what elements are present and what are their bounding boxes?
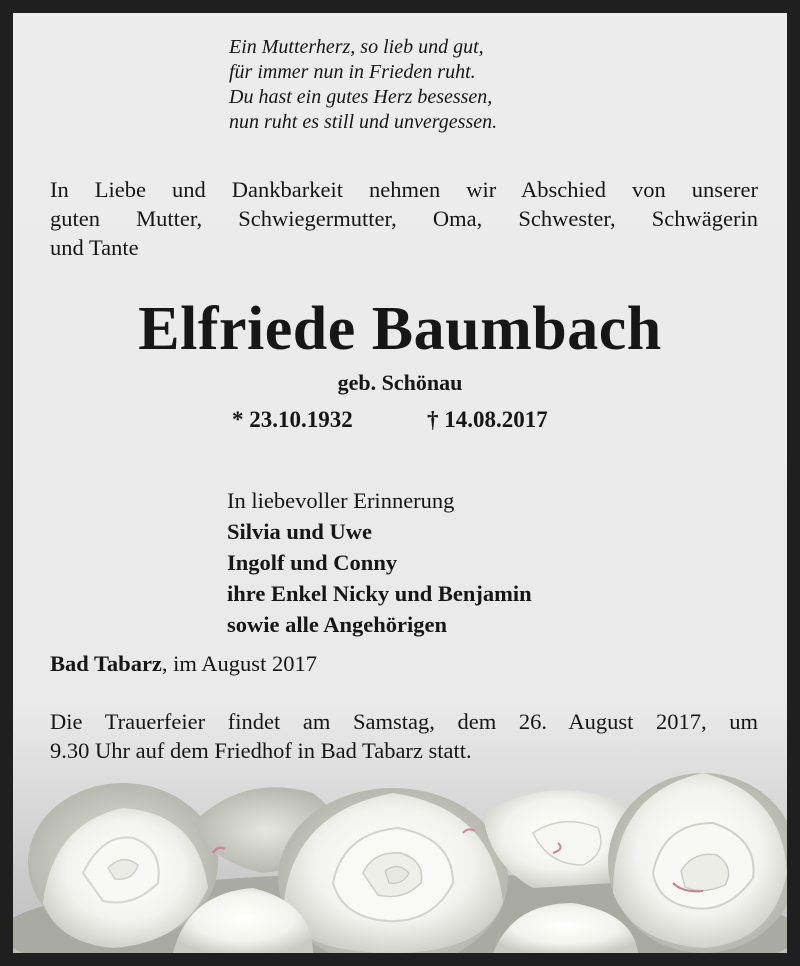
- birth-date: * 23.10.1932: [232, 407, 353, 432]
- service-line: 9.30 Uhr auf dem Friedhof in Bad Tabarz statt.: [50, 738, 472, 763]
- poem-line: für immer nun in Frieden ruht.: [229, 61, 476, 83]
- service-line: Die Trauerfeier findet am Samstag, dem 26. August 2017, um: [50, 709, 758, 734]
- mourner-name: ihre Enkel Nicky und Benjamin: [227, 581, 532, 606]
- poem: [229, 35, 589, 135]
- mourners-heading: In liebevoller Erinnerung: [227, 488, 455, 513]
- mourners: [227, 485, 532, 640]
- funeral-service-info: [50, 707, 758, 765]
- obituary-card: [13, 13, 787, 953]
- intro-line: guten Mutter, Schwiegermutter, Oma, Schwester, Schwägerin: [50, 206, 758, 231]
- intro-line: und Tante: [50, 235, 139, 260]
- intro-text: [50, 175, 758, 262]
- poem-line: nun ruht es still und unvergessen.: [229, 111, 498, 133]
- date-text: , im August 2017: [161, 651, 317, 676]
- mourner-name: Silvia und Uwe: [227, 519, 373, 544]
- white-roses-image: [13, 753, 787, 953]
- poem-line: Du hast ein gutes Herz besessen,: [229, 86, 493, 108]
- mourner-name: sowie alle Angehörigen: [227, 612, 447, 637]
- deceased-name: Elfriede Baumbach: [138, 295, 662, 363]
- poem-line: Ein Mutterherz, so lieb und gut,: [229, 36, 484, 58]
- death-date: † 14.08.2017: [427, 407, 548, 432]
- place-date: [50, 649, 317, 679]
- place: Bad Tabarz: [50, 651, 162, 676]
- intro-line: In Liebe und Dankbarkeit nehmen wir Abschied von unserer: [50, 177, 758, 202]
- mourner-name: Ingolf und Conny: [227, 550, 398, 575]
- maiden-name: geb. Schönau: [337, 370, 463, 395]
